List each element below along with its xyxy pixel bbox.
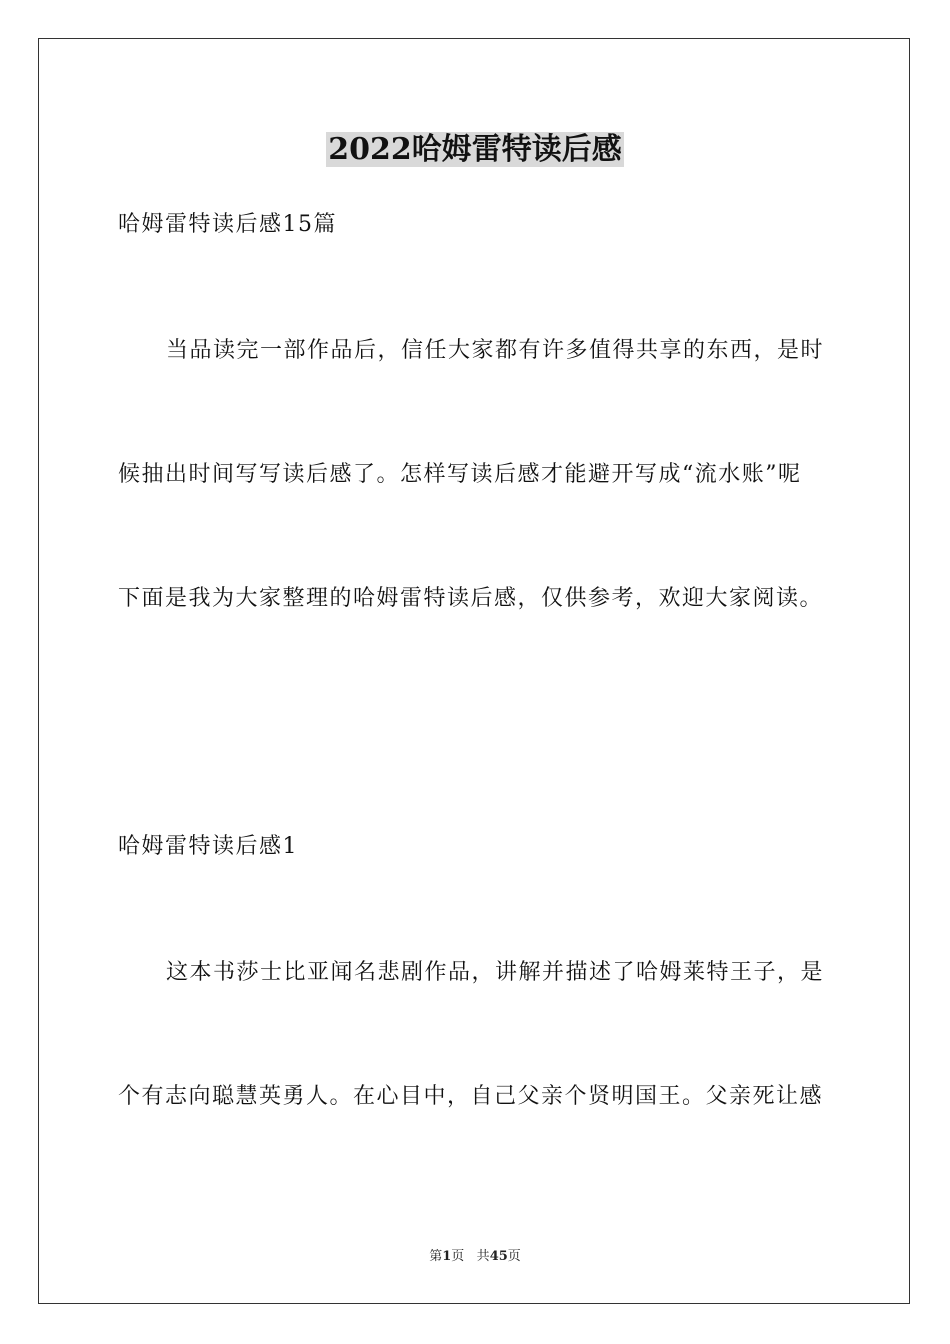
footer-total-prefix: 共 <box>476 1249 490 1264</box>
footer-page-prefix: 第 <box>429 1249 443 1264</box>
intro-line-3: 下面是我为大家整理的哈姆雷特读后感，仅供参考，欢迎大家阅读。 <box>118 586 824 611</box>
intro-line-2: 候抽出时间写写读后感了。怎样写读后感才能避开写成“流水账”呢 <box>118 462 802 487</box>
document-subtitle: 哈姆雷特读后感15篇 <box>118 212 337 237</box>
footer-page-number: 1 <box>442 1249 452 1264</box>
section-heading: 哈姆雷特读后感1 <box>118 834 298 859</box>
section-line-1: 这本书莎士比亚闻名悲剧作品，讲解并描述了哈姆莱特王子，是 <box>166 960 825 985</box>
document-title <box>0 130 950 170</box>
footer-page-suffix: 页 <box>451 1249 465 1264</box>
section-line-2: 个有志向聪慧英勇人。在心目中，自己父亲个贤明国王。父亲死让感 <box>118 1084 824 1109</box>
document-title-text: 2022哈姆雷特读后感 <box>328 132 622 167</box>
page-footer <box>0 1248 950 1266</box>
footer-total-suffix: 页 <box>507 1249 521 1264</box>
intro-line-1: 当品读完一部作品后，信任大家都有许多值得共享的东西，是时 <box>166 338 825 363</box>
footer-total-pages: 45 <box>489 1249 508 1264</box>
